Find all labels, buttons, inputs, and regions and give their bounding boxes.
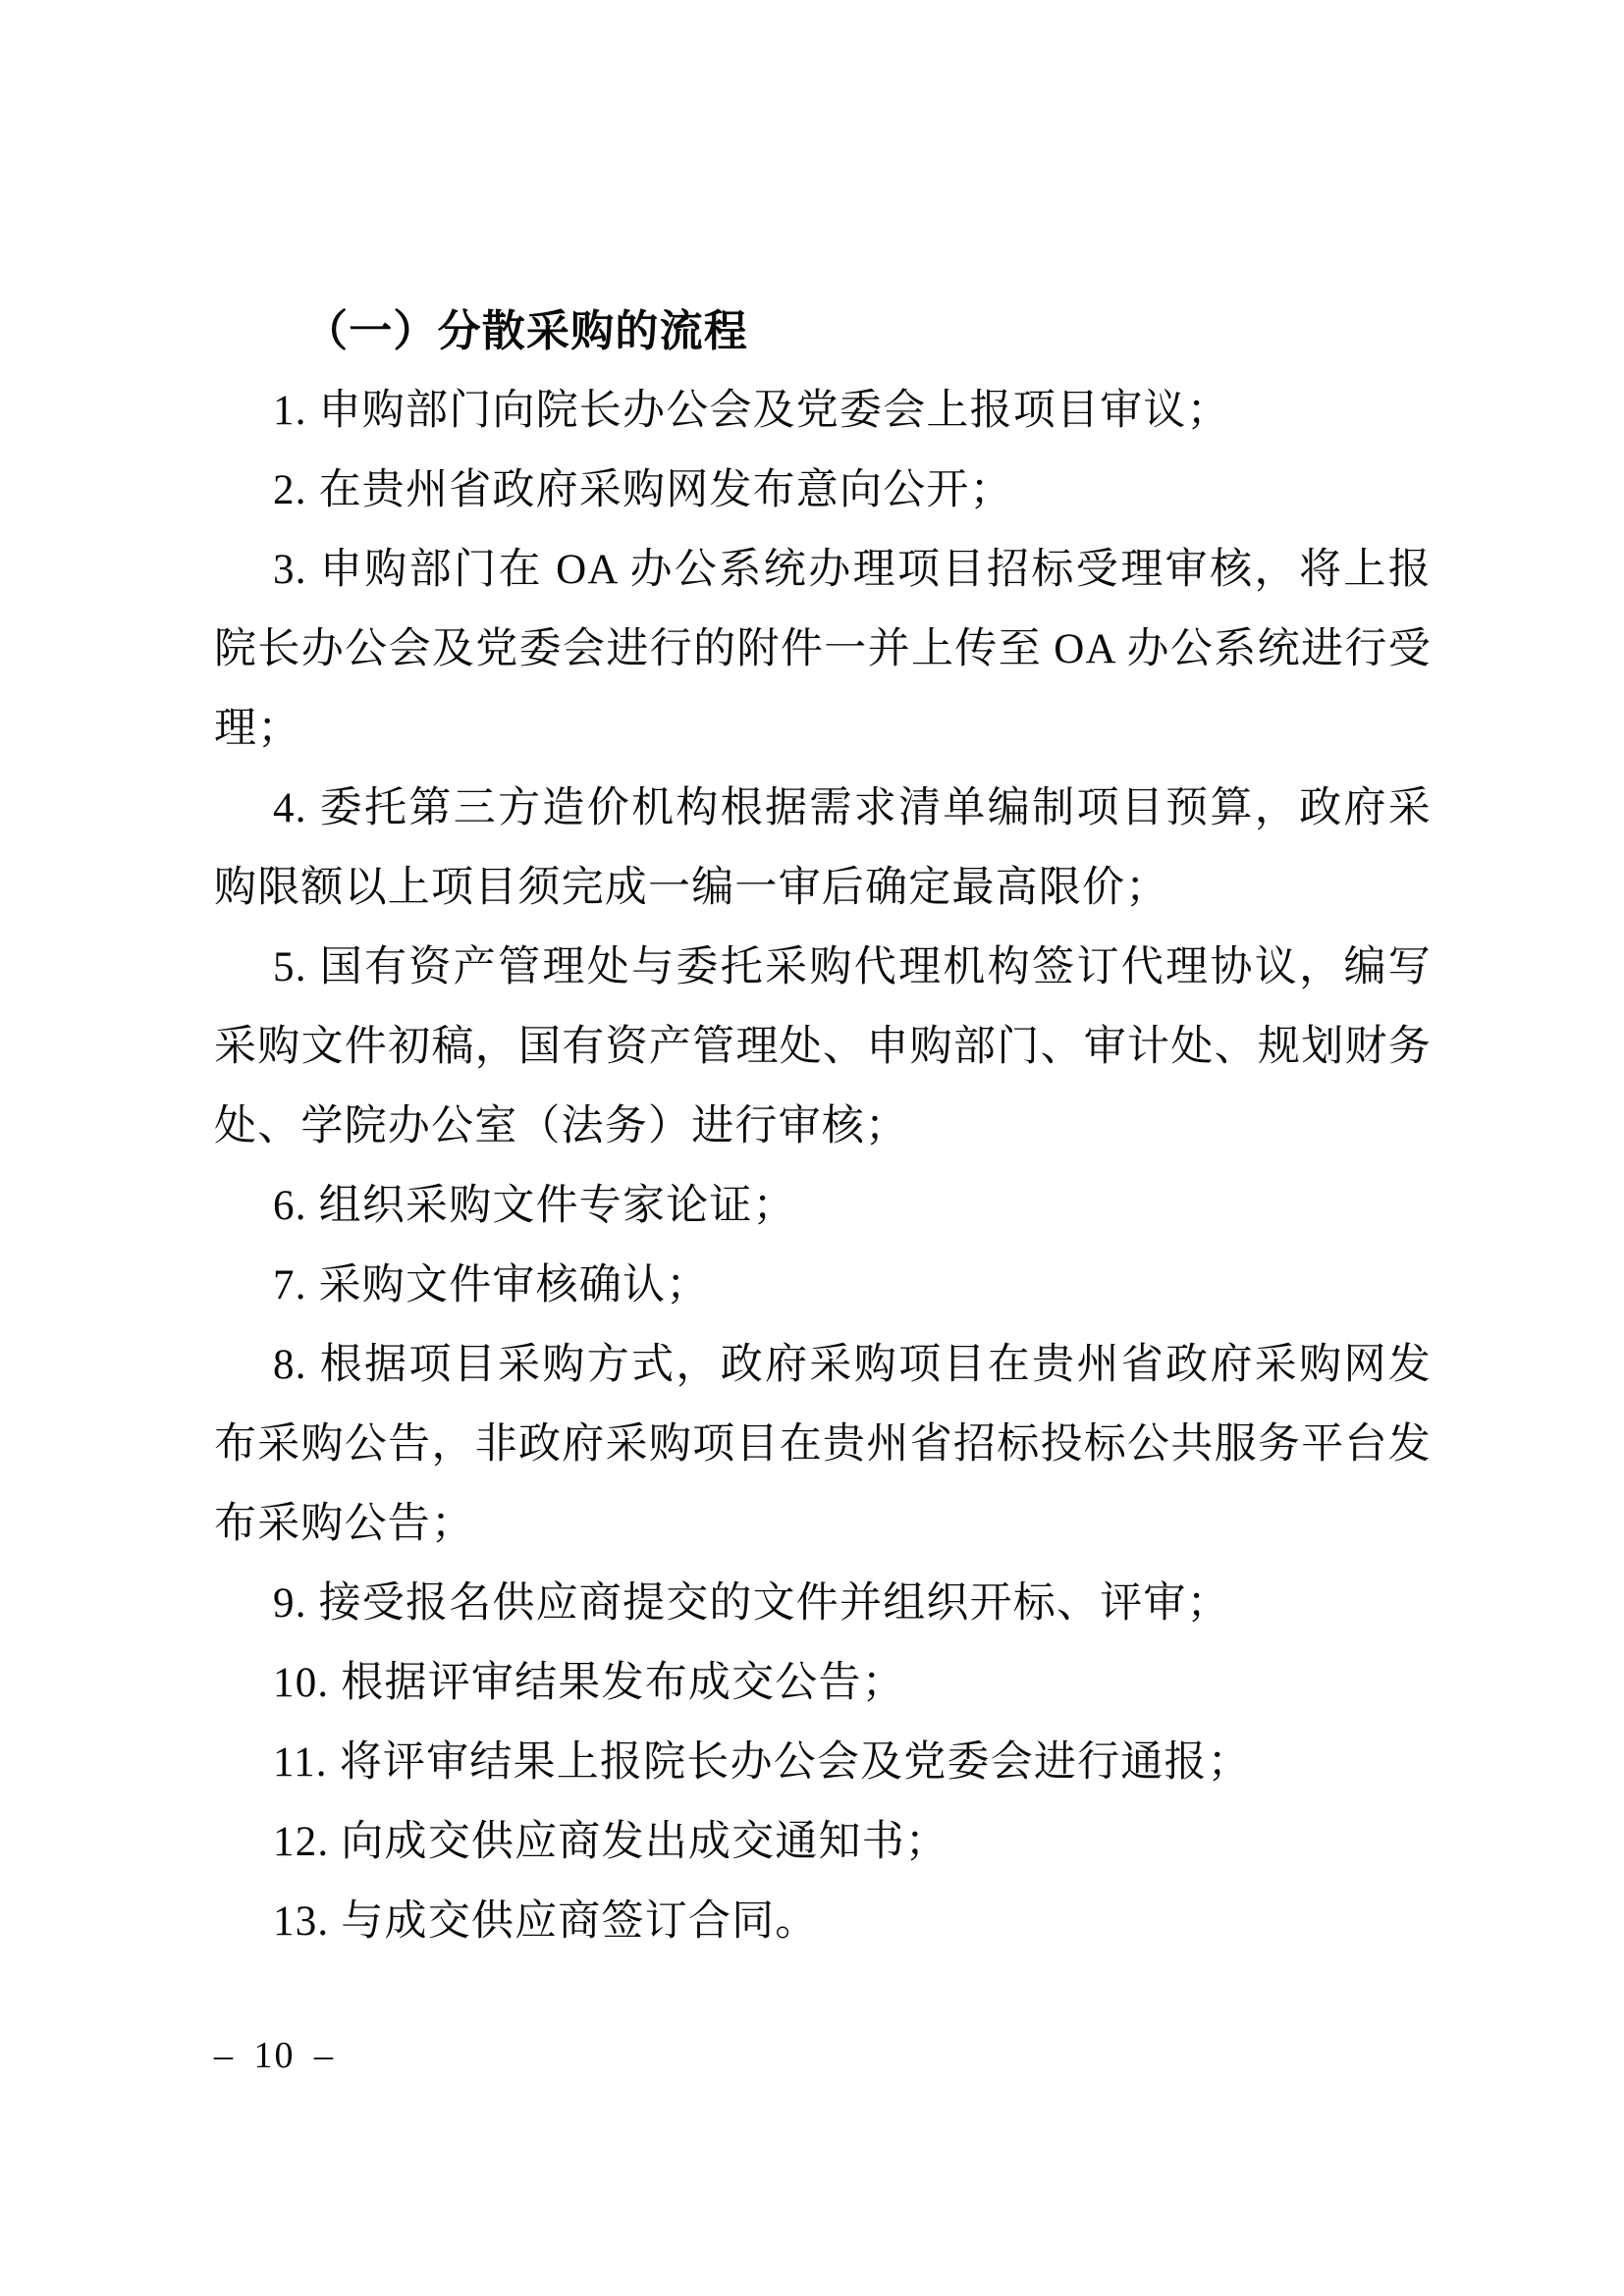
list-item: 8. 根据项目采购方式，政府采购项目在贵州省政府采购网发布采购公告，非政府采购项目在贵州省招标投标公共服务平台发布采购公告； [214,1342,1432,1547]
list-item: 3. 申购部门在 OA 办公系统办理项目招标受理审核，将上报院长办公会及党委会进行的附件一并上传至 OA 办公系统进行受理； [214,547,1432,752]
list-item: 10. 根据评审结果发布成交公告； [273,1660,905,1706]
section-heading: （一）分散采购的流程 [304,307,748,355]
list-item: 12. 向成交供应商发出成交通知书； [273,1819,949,1865]
list-item: 11. 将评审结果上报院长办公会及党委会进行通报； [273,1739,1251,1786]
list-item: 13. 与成交供应商签订合同。 [273,1898,819,1945]
list-item: 6. 组织采购文件专家论证； [273,1183,796,1229]
list-item: 4. 委托第三方造价机构根据需求清单编制项目预算，政府采购限额以上项目须完成一编一审后确定最高限价； [214,785,1432,911]
document-body [214,292,1432,1961]
list-item: 1. 申购部门向院长办公会及党委会上报项目审议； [273,388,1230,434]
list-item: 9. 接受报名供应商提交的文件并组织开标、评审； [273,1580,1230,1627]
list-item: 2. 在贵州省政府采购网发布意向公开； [273,467,1013,513]
list-item: 5. 国有资产管理处与委托采购代理机构签订代理协议，编写采购文件初稿，国有资产管理处、申购部门、审计处、规划财务处、学院办公室（法务）进行审核； [214,944,1432,1149]
page-number: – 10 – [214,2035,335,2076]
list-item: 7. 采购文件审核确认； [273,1262,710,1308]
